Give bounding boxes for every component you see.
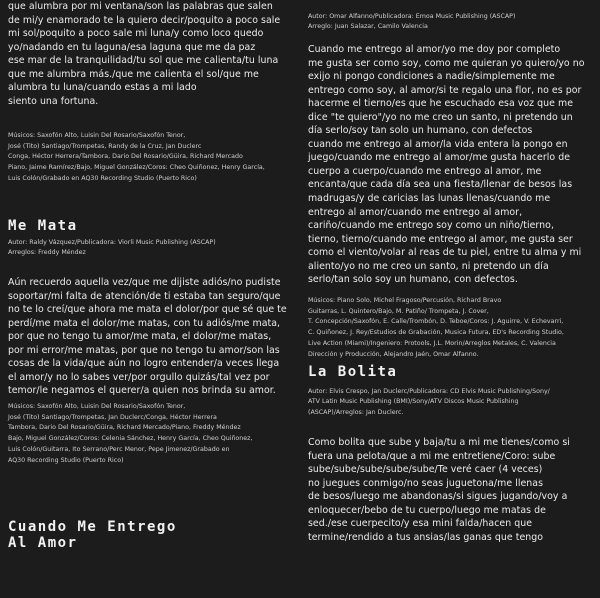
text-line: Cuando me entrego al amor/yo me doy por completo xyxy=(308,44,561,55)
text-line: Músicos: Saxofón Alto, Luisin Del Rosario/Saxofón Tenor, xyxy=(8,132,186,139)
song-meta-la-bolita xyxy=(308,387,592,418)
song-title-la-bolita: La Bolita xyxy=(308,364,398,380)
text-line: que alumbra por mi ventana/son las palabras que salen xyxy=(8,1,273,12)
text-line: soportar/mi falta de atención/de ti estaba tan seguro/que xyxy=(8,290,281,302)
text-line: el amor/y no lo sabes ver/por orgullo quizás/tal vez por xyxy=(8,371,270,383)
text-line: termine/rendido a tus ansias/las ganas que tengo xyxy=(308,531,544,543)
song-credits-me-mata xyxy=(8,402,292,466)
text-line: mi sol/poquito a poco sale mi luna/y como loco quedo xyxy=(8,28,264,40)
text-line: Conga, Héctor Herrera/Tambora, Dario Del Rosario/Güira, Richard Mercado xyxy=(8,153,243,161)
text-line: Luis Colón/Guitarra, Ito Serrano/Perc Menor, Pepe Jimenez/Grabado en xyxy=(8,445,230,453)
song-title-cuando-me-entrego-line1: Cuando Me Entrego xyxy=(8,519,177,535)
text-line: me gusta ser como soy, como me quieran yo quiero/yo no xyxy=(308,57,585,69)
text-line: ese mar de la tranquilidad/tu sol que me calienta/tu luna xyxy=(8,55,279,67)
text-line: fuera una pelota/que a mi me entretiene/Coro: sube xyxy=(308,450,556,462)
song-lyrics-cuando-me-entrego xyxy=(308,43,592,287)
text-line: serlo/tan solo soy un humano, con defectos. xyxy=(308,274,518,286)
text-line: siento una fortuna. xyxy=(8,95,99,107)
text-line: yo/nadando en tu laguna/esa laguna que me da paz xyxy=(8,41,256,53)
text-line: Arreglos: Freddy Méndez xyxy=(8,249,86,257)
text-line: enloquecer/bebo de tu cuerpo/luego me matas de xyxy=(308,504,546,516)
text-line: (ASCAP)/Arreglos: Jan Duclerc. xyxy=(308,408,404,416)
text-line: Dirección y Producción, Alejandro Jaén, Omar Alfanno. xyxy=(308,350,479,358)
text-line: cosas de la vida/que aún no logro entender/a veces llega xyxy=(8,358,280,370)
text-line: temor/le negamos el querer/a quien nos brinda su amor. xyxy=(8,385,276,397)
text-line: Autor: Omar Alfanno/Publicadora: Emoa Music Publishing (ASCAP) xyxy=(308,13,516,20)
text-line: Tambora, Dario Del Rosario/Güira, Richard Mercado/Piano, Freddy Méndez xyxy=(8,424,241,432)
text-line: sube/sube/sube/sube/sube/Te veré caer (4 veces) xyxy=(308,464,543,476)
text-line: Como bolita que sube y baja/tu a mi me tienes/como si xyxy=(308,437,570,448)
text-line: Piano, Jaime Ramírez/Bajo, Miguel González/Coros: Cheo Quiñonez, Henry García, xyxy=(8,164,265,172)
text-line: día serlo/soy tan solo un humano, con defectos xyxy=(308,125,533,137)
song-lyrics-me-mata xyxy=(8,276,292,398)
text-line: no juegues conmigo/no seas juguetona/me llenas xyxy=(308,477,544,489)
text-line: que me alumbra más./que me calienta el sol/que me xyxy=(8,68,259,80)
text-line: juego/cuando me entrego al amor/me gusta hacerlo de xyxy=(308,152,571,164)
text-line: dice "te quiero"/yo no me creo un santo, ni pretendo un xyxy=(308,111,573,123)
text-line: Músicos: Piano Solo, Michel Fragoso/Percusión, Richard Bravo xyxy=(308,297,502,304)
text-line: no te lo creí/que ahora me mata el dolor/por que sé que te xyxy=(8,304,287,316)
text-line: entrego como soy, al amor/si te regalo una flor, no es por xyxy=(308,84,582,96)
text-line: perdí/me mata el dolor/me matas, con tu adiós/me mata, xyxy=(8,317,281,329)
text-line: AQ30 Recording Studio (Puerto Rico) xyxy=(8,456,124,464)
text-line: de besos/luego me abandonas/si sigues jugando/voy a xyxy=(308,491,568,503)
text-line: cuando me entrego al amor/la vida entera la pongo en xyxy=(308,138,568,150)
text-line: alumbra tu luna/cuando estas a mi lado xyxy=(8,82,197,94)
text-line: C. Quiñonez, J. Rey/Estudios de Grabación, Musica Futura, ED's Recording Studio, xyxy=(308,329,564,337)
text-line: de mi/y enamorado te la quiero decir/poquito a poco sale xyxy=(8,14,281,26)
text-line: exijo ni pongo condiciones a nadie/simplemente me xyxy=(308,71,555,83)
text-line: Autor: Raldy Vázquez/Publicadora: Viorli Music Publishing (ASCAP) xyxy=(8,239,216,246)
text-line: Bajo, Miguel González/Coros: Celenia Sánchez, Henry García, Cheo Quiñonez, xyxy=(8,435,253,443)
text-line: José (Tito) Santiago/Trompetas, Randy de la Cruz, Jan Duclerc xyxy=(8,142,202,150)
text-line: Arreglo: Juan Salazar, Camilo Valencia xyxy=(308,23,428,31)
text-line: tierno, tierno/cuando me entrego al amor, me gusta ser xyxy=(308,233,573,245)
text-line: entrego al amor/cuando me entrego al amor, xyxy=(308,206,523,218)
intro-lyrics xyxy=(8,0,292,108)
song-credits-cuando-me-entrego xyxy=(308,296,592,360)
text-line: aliento/yo no me creo un santo, ni pretendo un día xyxy=(308,260,549,272)
text-line: T. Concepción/Saxofón, E. Calle/Trombón, D. Teboe/Coros: J. Aguirre, V. Echevarri, xyxy=(308,318,564,326)
song-meta-me-mata xyxy=(8,238,292,259)
text-line: Autor: Elvis Crespo, Jan Duclerc/Publicadora: CD Elvis Music Publishing/Sony/ xyxy=(308,388,550,395)
text-line: Aún recuerdo aquella vez/que me dijiste adiós/no pudiste xyxy=(8,277,281,288)
song-title-me-mata: Me Mata xyxy=(8,218,78,234)
text-line: cuerpo a cuerpo/cuando me entrego al amor, me xyxy=(308,165,542,177)
text-line: Live Action (Miami)/Ingeniero: Protools, J.L. Morin/Arreglos Metales, C. Valencia xyxy=(308,339,556,347)
text-line: encanta/que cada día sea una fiesta/llenar de besos las xyxy=(308,179,573,191)
text-line: ATV Latin Music Publishing (BMI)/Sony/ATV Discos Music Publishing xyxy=(308,398,519,406)
text-line: Músicos: Saxofón Alto, Luisin Del Rosario/Saxofón Tenor, xyxy=(8,403,186,410)
text-line: por mi error/me matas, por que no tengo tu amor/son las xyxy=(8,344,280,356)
text-line: José (Tito) Santiago/Trompetas, Jan Duclerc/Conga, Héctor Herrera xyxy=(8,413,217,421)
text-line: madrugas/y de caricias las lunas llenas/cuando me xyxy=(308,193,551,205)
text-line: por que no tengo tu amor/me mata, el dolor/me matas, xyxy=(8,331,272,343)
song-meta-cuando-me-entrego xyxy=(308,12,592,33)
text-line: Guitarras, L. Quintero/Bajo, M. Patiño/ Trompeta, J. Cover, xyxy=(308,307,489,315)
text-line: hacerme el tierno/es que he escuchado esa voz que me xyxy=(308,98,574,110)
text-line: como el viento/volar al reas de tu piel, entre tu alma y mi xyxy=(308,247,582,259)
text-line: sed./ese cuerpecito/y esa mini falda/hacen que xyxy=(308,518,533,530)
song-lyrics-la-bolita xyxy=(308,436,592,544)
intro-credits xyxy=(8,131,292,185)
song-title-cuando-me-entrego-line2: Al Amor xyxy=(8,535,78,551)
text-line: Luis Colón/Grabado en AQ30 Recording Studio (Puerto Rico) xyxy=(8,174,197,182)
text-line: cariño/cuando me entrego soy como un niño/tierno, xyxy=(308,220,554,232)
